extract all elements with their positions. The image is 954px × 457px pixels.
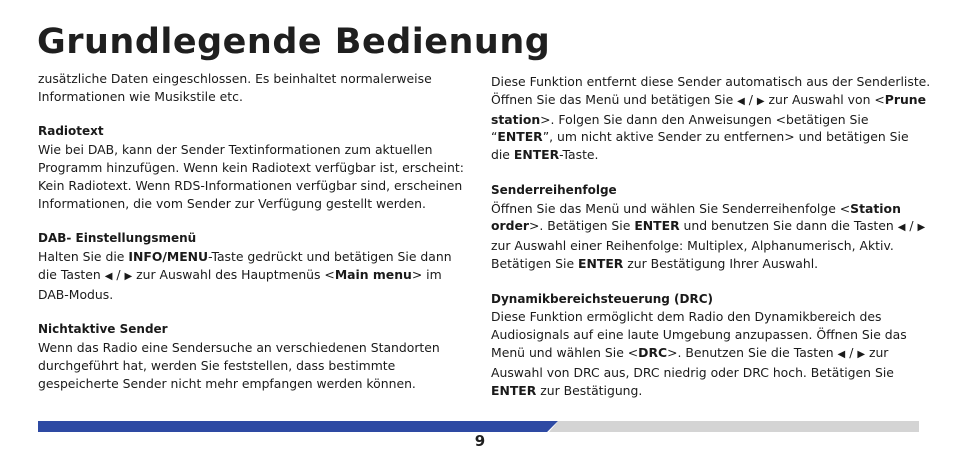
right-arrow-icon: ▶ (124, 270, 133, 282)
inactive-stations-section (38, 321, 468, 392)
prune-station-label: Prune station (491, 91, 927, 127)
dab-settings-heading: DAB- Einstellungsmenü (38, 231, 197, 246)
page-number: 9 (474, 432, 486, 450)
enter-key: ENTER (513, 147, 560, 163)
radiotext-body: Wie bei DAB, kann der Sender Textinformationen zum aktuellen Programm hinzufügen. Wenn kein Radiotext verfügbar ist, erscheint: Kein Radiotext. Wenn RDS-Informationen verfügbar sind, erscheinen Informationen, die vom Sender zur Verfügung gestellt werden. (38, 142, 464, 211)
radiotext-section (38, 123, 468, 212)
right-arrow-icon: ▶ (857, 348, 866, 360)
drc-label: DRC (638, 344, 668, 360)
station-order-section (491, 182, 931, 273)
drc-heading: Dynamikbereichsteuerung (DRC) (491, 291, 714, 306)
enter-key: ENTER (578, 255, 624, 271)
station-order-body: Öffnen Sie das Menü und wählen Sie Senderreihenfolge <Station order>. Betätigen Sie ENTER und benutzen Sie dann die Tasten ◀ / ▶ zur Auswahl einer Reihenfolge: Multiplex, Alphanumerisch, Aktiv. Betätigen Sie ENTER zur Bestätigung Ihrer Auswahl. (491, 200, 926, 271)
right-arrow-icon: ▶ (917, 222, 926, 234)
inactive-stations-body: Wenn das Radio eine Sendersuche an verschiedenen Standorten durchgeführt hat, werden Sie feststellen, dass bestimmte gespeicherte Sender nicht mehr empfangen werden können. (38, 339, 440, 391)
station-order-label: Station order (491, 200, 901, 234)
right-arrow-icon: ▶ (756, 95, 765, 107)
footer-bar-grey (549, 421, 919, 432)
left-arrow-icon: ◀ (897, 222, 906, 234)
station-order-heading: Senderreihenfolge (491, 182, 617, 197)
left-arrow-icon: ◀ (837, 348, 846, 360)
enter-key: ENTER (497, 129, 543, 145)
drc-section (491, 291, 931, 400)
dab-settings-body: Halten Sie die INFO/MENU-Taste gedrückt und betätigen Sie dann die Tasten ◀ / ▶ zur Auswahl des Hauptmenüs <Main menu> im DAB-Modus. (38, 248, 452, 302)
radiotext-heading: Radiotext (38, 124, 104, 139)
page-title: Grundlegende Bedienung (37, 22, 551, 62)
footer-bar (38, 421, 919, 432)
left-arrow-icon: ◀ (737, 95, 745, 107)
left-column (38, 70, 468, 392)
inactive-stations-heading: Nichtaktive Sender (38, 322, 168, 337)
drc-body: Diese Funktion ermöglicht dem Radio den Dynamikbereich des Audiosignals auf eine laute Umgebung anzupassen. Öffnen Sie das Menü und wählen Sie <DRC>. Benutzen Sie die Tasten ◀ / ▶ zur Auswahl von DRC aus, DRC niedrig oder DRC hoch. Betätigen Sie ENTER zur Bestätigung. (491, 309, 907, 398)
right-column (491, 73, 931, 399)
prune-station-section: Diese Funktion entfernt diese Sender automatisch aus der Senderliste. Öffnen Sie das Menü und betätigen Sie ◀ / ▶ zur Auswahl von <Prune station>. Folgen Sie dann den Anweisungen <betätigen Sie “ENTER”, um nicht aktive Sender zu entfernen> und betätigen Sie die ENTER-Taste. (491, 74, 931, 163)
enter-key: ENTER (491, 382, 537, 398)
intro-paragraph: zusätzliche Daten eingeschlossen. Es beinhaltet normalerweise Informationen wie Musikstile etc. (38, 71, 432, 104)
dab-settings-section (38, 230, 468, 303)
info-menu-key: INFO/MENU (128, 248, 209, 264)
footer-bar-blue (38, 421, 558, 432)
main-menu-label: Main menu (334, 266, 412, 282)
left-arrow-icon: ◀ (104, 270, 113, 282)
enter-key: ENTER (634, 218, 680, 234)
